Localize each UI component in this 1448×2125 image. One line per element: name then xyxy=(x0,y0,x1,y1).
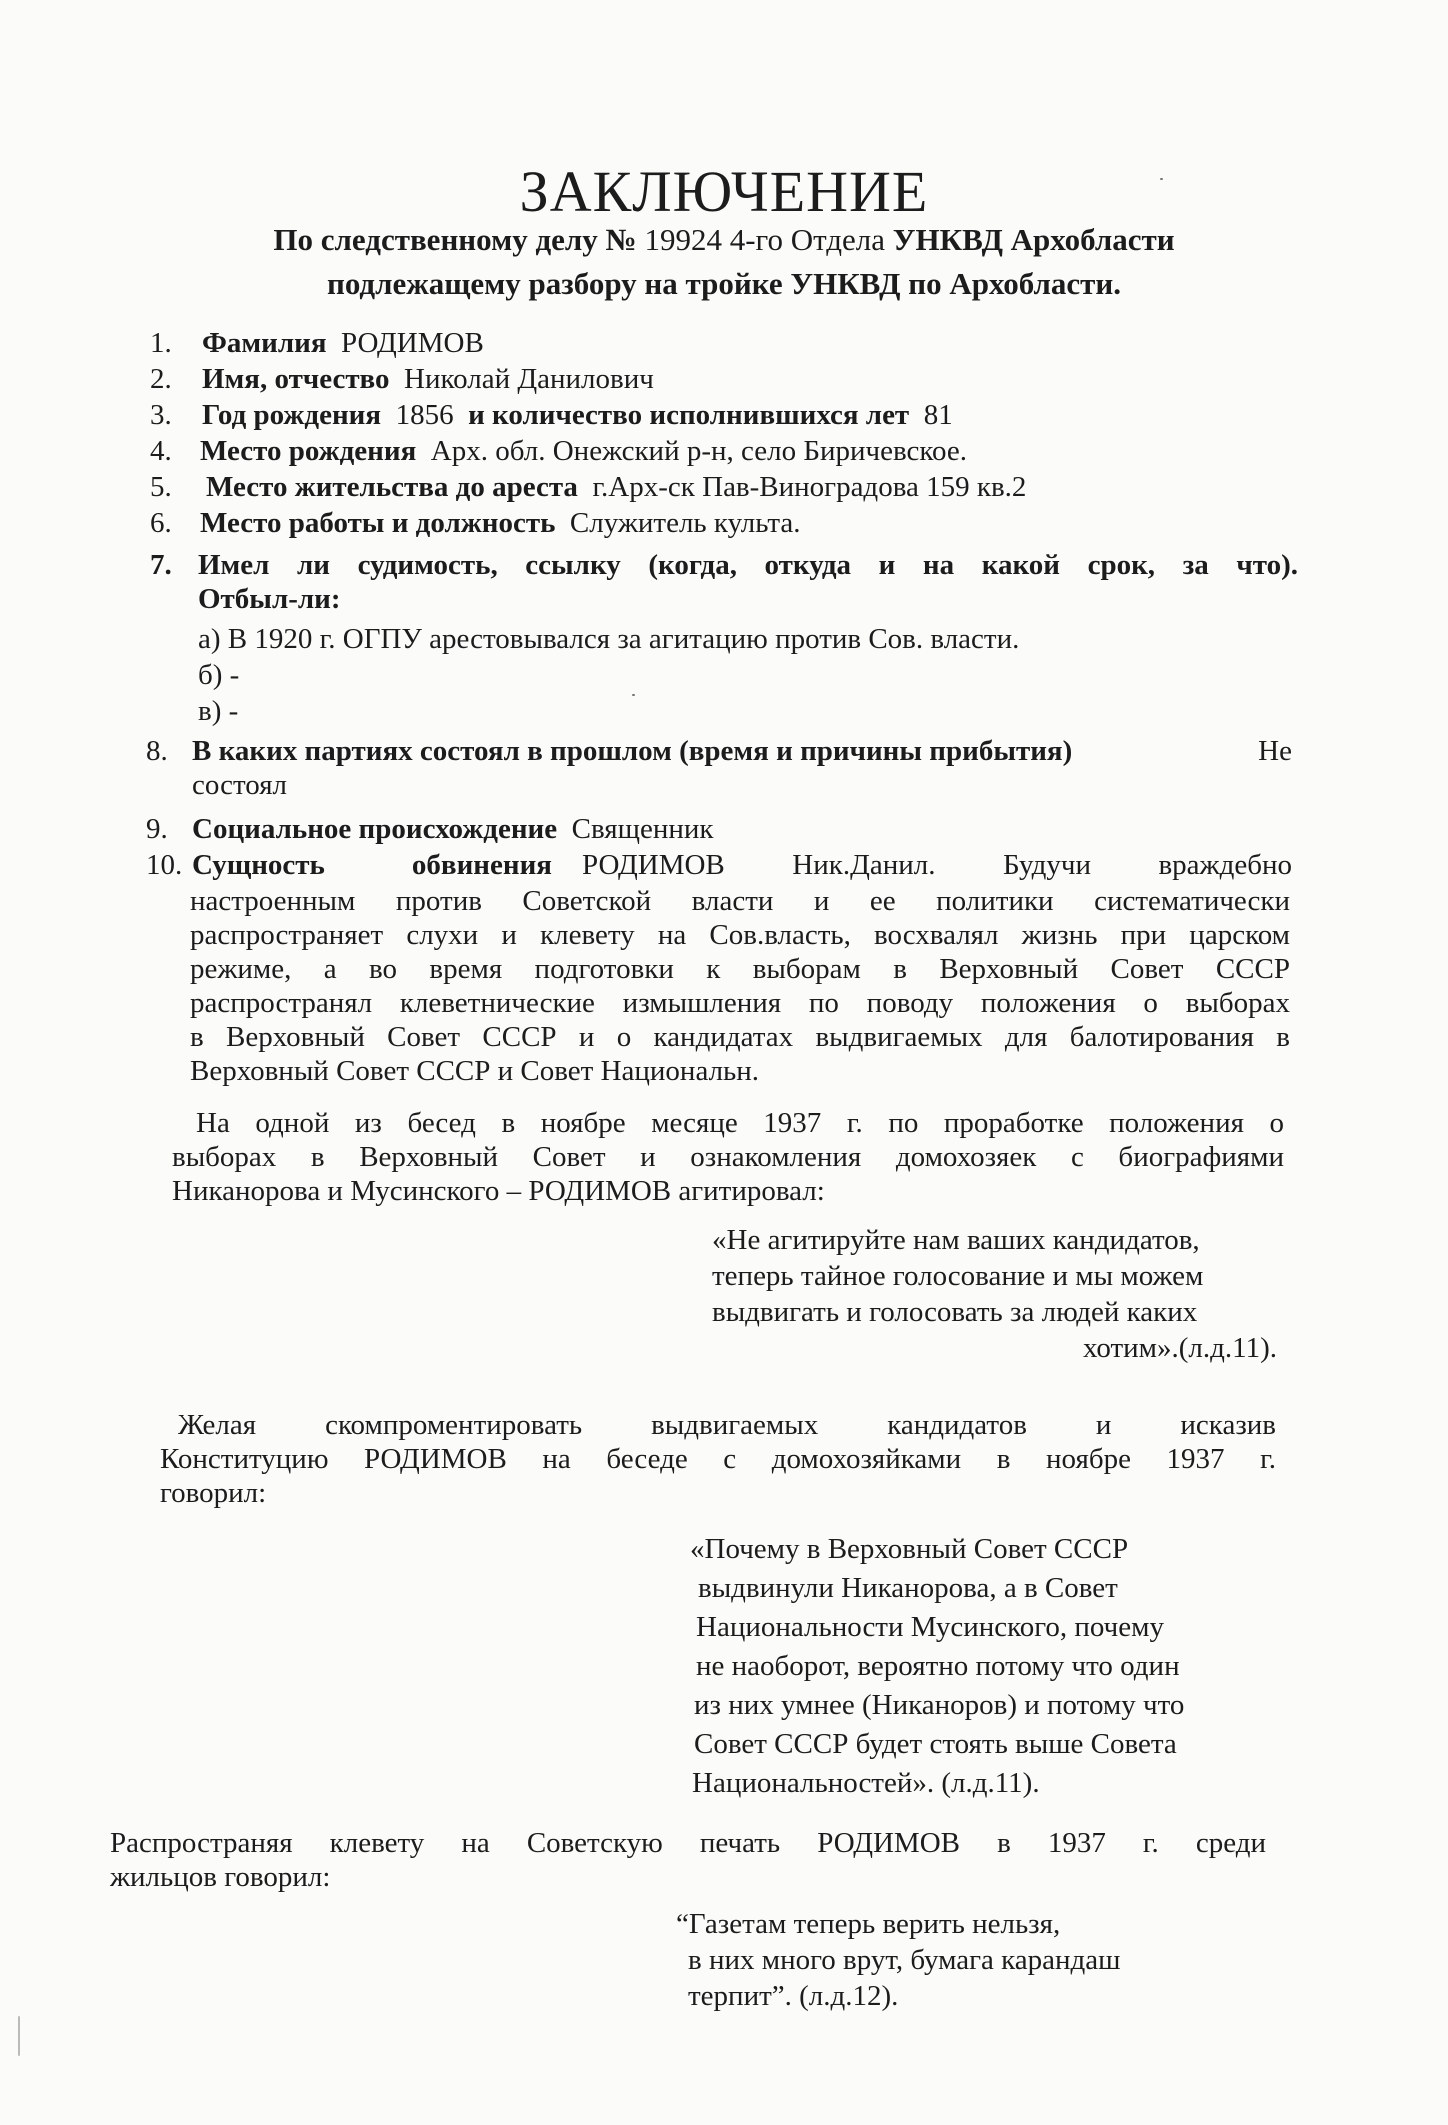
item-label-age: и количество исполнившихся лет xyxy=(468,399,910,431)
item-label-continued: Отбыл-ли: xyxy=(198,583,341,615)
quote-line: «Почему в Верховный Совет СССР xyxy=(690,1533,1129,1565)
item-number: 2. xyxy=(150,363,172,395)
quote-line: “Газетам теперь верить нельзя, xyxy=(676,1908,1061,1940)
item-label: Год рождения xyxy=(202,399,382,431)
paragraph-line: жильцов говорил: xyxy=(110,1861,331,1893)
item-label: Имя, отчество xyxy=(202,363,390,395)
item-number: 1. xyxy=(150,327,172,359)
item-label: Место рождения xyxy=(200,435,417,467)
item-value: РОДИМОВ xyxy=(341,327,484,359)
quote-line: «Не агитируйте нам ваших кандидатов, xyxy=(712,1224,1200,1256)
item-value: Николай Данилович xyxy=(404,363,654,395)
item-number: 3. xyxy=(150,399,172,431)
conviction-c: в) - xyxy=(198,695,239,727)
quote-line: терпит”. (л.д.12). xyxy=(688,1980,899,2012)
charge-line: распространял клеветнические измышления по поводу положения о выборах xyxy=(190,987,1290,1019)
charge-line: в Верховный Совет СССР и о кандидатах выдвигаемых для балотирования в xyxy=(190,1021,1290,1053)
subtitle-line-2: подлежащему разбору на тройке УНКВД по Архобласти. xyxy=(326,266,1122,301)
item-number: 6. xyxy=(150,507,172,539)
quote-line: из них умнее (Никаноров) и потому что xyxy=(694,1689,1185,1721)
quote-line: выдвигать и голосовать за людей каких xyxy=(712,1296,1198,1328)
conviction-b: б) - xyxy=(198,659,240,691)
item-value-age: 81 xyxy=(923,399,953,431)
item-value: Не xyxy=(1258,735,1292,767)
item-label: Сущность обвинения xyxy=(192,849,552,881)
paragraph-line: Распространяя клевету на Советскую печать РОДИМОВ в 1937 г. среди xyxy=(110,1827,1266,1859)
item-label: Место жительства до ареста xyxy=(206,471,578,503)
item-number: 9. xyxy=(146,813,168,845)
paragraph-line: выборах в Верховный Совет и ознакомления домохозяек с биографиями xyxy=(172,1141,1284,1173)
subtitle-line-1 xyxy=(0,218,1448,262)
quote-line: Национальности Мусинского, почему xyxy=(696,1611,1164,1643)
charge-text xyxy=(190,884,1290,1088)
subtitle-department: УНКВД Архобласти xyxy=(892,222,1175,257)
item-value: Служитель культа. xyxy=(569,507,801,539)
item-number: 10. xyxy=(146,849,183,881)
scan-speck xyxy=(632,694,635,696)
paragraph-compromise xyxy=(160,1408,1276,1510)
scan-speck xyxy=(1160,178,1163,180)
item-label: Место работы и должность xyxy=(200,507,556,539)
paragraph-line: На одной из бесед в ноябре месяце 1937 г. по проработке положения о xyxy=(196,1107,1284,1139)
document-title: ЗАКЛЮЧЕНИЕ xyxy=(519,159,929,224)
quote-line: хотим».(л.д.11). xyxy=(1082,1332,1277,1364)
paragraph-press xyxy=(110,1826,1266,1894)
paragraph-line: говорил: xyxy=(160,1477,267,1509)
item-value: Священник xyxy=(571,813,714,845)
item-value: Арх. обл. Онежский р-н, село Биричевское. xyxy=(430,435,967,467)
item-number: 8. xyxy=(146,735,168,767)
scan-edge-mark xyxy=(18,2016,20,2056)
quote-line: не наоборот, вероятно потому что один xyxy=(696,1650,1180,1682)
subtitle-case-number: 19924 4-го Отдела xyxy=(644,222,893,257)
paragraph-line: Конституцию РОДИМОВ на беседе с домохозяйками в ноябре 1937 г. xyxy=(160,1443,1276,1475)
quote-third xyxy=(676,1906,1236,2014)
item-value: г.Арх-ск Пав-Виноградова 159 кв.2 xyxy=(592,471,1027,503)
item-number: 7. xyxy=(150,549,172,581)
quote-line: Совет СССР будет стоять выше Совета xyxy=(694,1728,1177,1760)
item-value: 1856 xyxy=(395,399,454,431)
paragraph-first-meeting xyxy=(172,1106,1284,1208)
item-label: Фамилия xyxy=(202,327,327,359)
charge-line: Верховный Совет СССР и Совет Национальн. xyxy=(190,1055,760,1087)
charge-line: режиме, а во время подготовки к выборам в Верховный Совет СССР xyxy=(190,953,1290,985)
paragraph-line: Желая скомпроментировать выдвигаемых кандидатов и исказив xyxy=(178,1409,1276,1441)
item-value: РОДИМОВ Ник.Данил. Будучи враждебно xyxy=(582,849,1292,881)
document-subtitle xyxy=(0,218,1448,306)
item-label: Имел ли судимость, ссылку (когда, откуда и на какой срок, за что). xyxy=(198,549,1298,581)
conviction-a: а) В 1920 г. ОГПУ арестовывался за агитацию против Сов. власти. xyxy=(198,623,1020,655)
item-label: Социальное происхождение xyxy=(192,813,558,845)
paragraph-line: Никанорова и Мусинского – РОДИМОВ агитировал: xyxy=(172,1175,825,1207)
subtitle-case-label: По следственному делу № xyxy=(273,222,645,257)
quote-line: в них много врут, бумага карандаш xyxy=(688,1944,1121,1976)
quote-first xyxy=(712,1222,1277,1366)
quote-line: теперь тайное голосование и мы можем xyxy=(712,1260,1204,1292)
item-label: В каких партиях состоял в прошлом (время и причины прибытия) xyxy=(192,735,1073,767)
item-number: 4. xyxy=(150,435,172,467)
charge-line: настроенным против Советской власти и ее политики систематически xyxy=(190,885,1290,917)
item-value-continued: состоял xyxy=(192,769,288,801)
item-number: 5. xyxy=(150,471,172,503)
quote-line: Национальностей». (л.д.11). xyxy=(692,1767,1040,1799)
quote-second xyxy=(690,1530,1270,1803)
quote-line: выдвинули Никанорова, а в Совет xyxy=(698,1572,1118,1604)
charge-line: распространяет слухи и клевету на Сов.власть, восхвалял жизнь при царском xyxy=(190,919,1290,951)
